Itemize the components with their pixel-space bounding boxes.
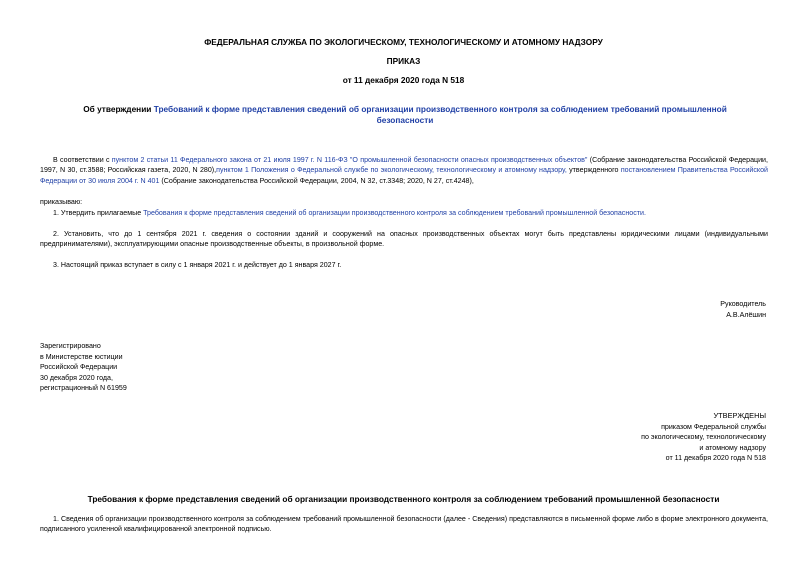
requirements-link[interactable]: Требования к форме представления сведений об организации производственного контроля за соблюдением требований промышленной безопасности. [143,209,646,217]
preamble-text-4: (Собрание законодательства Российской Федерации, 2004, N 32, ст.3348; 2020, N 27, ст.4248), [159,176,474,185]
doc-title [55,104,755,126]
approval-line: от 11 декабря 2020 года N 518 [665,454,766,463]
requirements-paragraph-1: 1. Сведения об организации производственного контроля за соблюдением требований промышленной безопасности (далее - Сведения) представляются в письменной форме либо в форме электронного документа, подписанного усиленной квалифицированной электронной подписью. [40,515,768,534]
preamble-paragraph [40,155,768,186]
federal-law-link[interactable]: пунктом 2 статьи 11 Федерального закона от 21 июля 1997 г. N 116-ФЗ "О промышленной безопасности опасных производственных объектов" [111,156,588,164]
registration-line: в Министерстве юстиции [40,352,123,361]
order-word: приказываю: [40,198,83,206]
registration-line: 30 декабря 2020 года, [40,373,113,382]
agency-heading: ФЕДЕРАЛЬНАЯ СЛУЖБА ПО ЭКОЛОГИЧЕСКОМУ, ТЕХНОЛОГИЧЕСКОМУ И АТОМНОМУ НАДЗОРУ [204,37,603,47]
requirements-title: Требования к форме представления сведений об организации производственного контроля за соблюдением требований промышленной безопасности [87,494,720,504]
item-3: 3. Настоящий приказ вступает в силу с 1 января 2021 г. и действует до 1 января 2027 г. [53,261,342,269]
doc-title-link[interactable]: Требований к форме представления сведений об организации производственного контроля за соблюдением требований промышленной безопасности [153,104,727,125]
registration-block [40,341,127,394]
government-decree-link[interactable]: постановлением Правительства Российской Федерации от 30 июля 2004 г. N 401 [40,166,768,185]
item-1-text: 1. Утвердить прилагаемые [53,209,144,217]
registration-line: регистрационный N 61959 [40,384,127,393]
doc-title-prefix: Об утверждении [83,104,154,114]
doc-date: от 11 декабря 2020 года N 518 [342,75,465,85]
item-2: 2. Установить, что до 1 сентября 2021 г. сведения о состоянии зданий и сооружений на опасных производственных объектах могут быть представлены юридическими лицами (индивидуальными предпринимателями), эксплуатирующими опасные производственные объекты, в произвольной форме. [40,230,768,249]
approval-line: по экологическому, технологическому [641,433,766,442]
registration-line: Зарегистрировано [40,342,101,350]
regulation-link[interactable]: пунктом 1 Положения о Федеральной службе по экологическому, технологическому и атомному надзору, [216,166,567,175]
approval-heading: УТВЕРЖДЕНЫ [713,411,766,420]
approval-line: приказом Федеральной службы [661,422,766,431]
preamble-text-1: В соответствии с [53,156,112,164]
approval-block [641,411,766,464]
signatory-role: Руководитель [720,300,766,308]
item-1 [40,208,768,218]
signatory-name: А.В.Алёшин [726,311,766,319]
doc-type: ПРИКАЗ [386,56,421,66]
registration-line: Российской Федерации [40,363,118,372]
preamble-text-3: утвержденного [566,166,621,175]
approval-line: и атомному надзору [699,443,766,452]
preamble-text-2: (Собрание законодательства Российской Федерации, 1997, N 30, ст.3588; Российская газета, 2020, N 280), [40,156,768,175]
